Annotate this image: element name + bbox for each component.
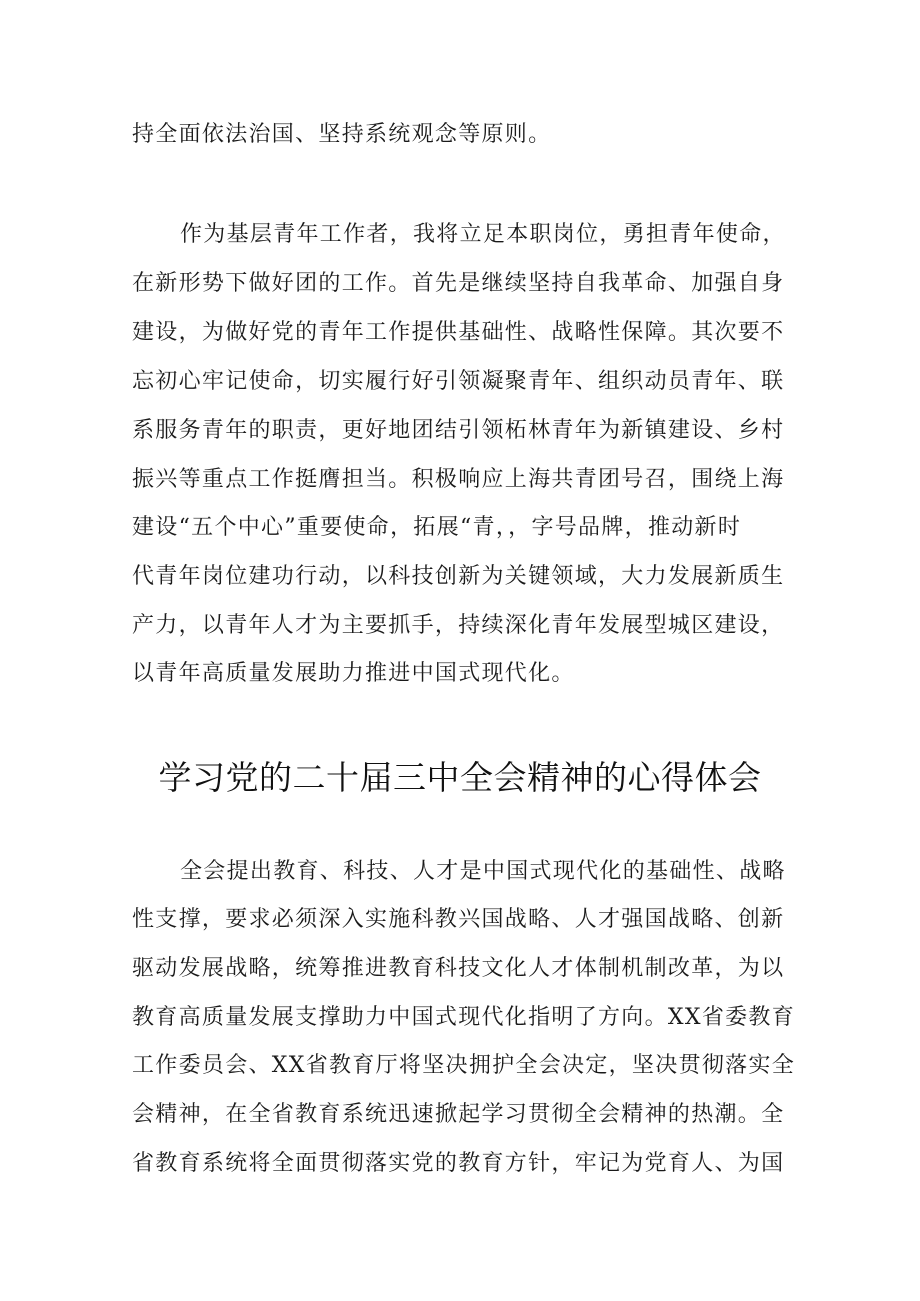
page-title: 学习党的二十届三中全会精神的心得体会 <box>158 758 762 797</box>
text-line: 系服务青年的职责，更好地团结引领柘林青年为新镇建设、乡村 <box>132 418 785 443</box>
text-line: 会精神，在全省教育系统迅速掀起学习贯彻全会精神的热潮。全 <box>132 1102 785 1127</box>
text-line: 工作委员会、XX省教育厅将坚决拥护全会决定，坚决贯彻落实全 <box>132 1053 796 1078</box>
text-line: 产力，以青年人才为主要抓手，持续深化青年发展型城区建设， <box>132 613 785 638</box>
text-line: 驱动发展战略，统筹推进教育科技文化人才体制机制改革，为以 <box>132 956 785 981</box>
text-line: 以青年高质量发展助力推进中国式现代化。 <box>132 661 575 686</box>
text-line: 建设，为做好党的青年工作提供基础性、战略性保障。其次要不 <box>132 320 785 345</box>
text-line: 省教育系统将全面贯彻落实党的教育方针，牢记为党育人、为国 <box>132 1151 785 1176</box>
text-line: 建设“五个中心”重要使命，拓展“青，，字号品牌，推动新时 <box>132 515 742 540</box>
text-line: 性支撑，要求必须深入实施科教兴国战略、人才强国战略、创新 <box>132 907 785 932</box>
text-line: 全会提出教育、科技、人才是中国式现代化的基础性、战略 <box>180 859 786 884</box>
text-line: 振兴等重点工作挺膺担当。积极响应上海共青团号召，围绕上海 <box>132 467 785 492</box>
text-line: 持全面依法治国、坚持系统观念等原则。 <box>132 122 552 147</box>
text-line: 作为基层青年工作者，我将立足本职岗位，勇担青年使命， <box>180 222 786 247</box>
text-line: 代青年岗位建功行动，以科技创新为关键领域，大力发展新质生 <box>132 564 785 589</box>
text-line: 忘初心牢记使命，切实履行好引领凝聚青年、组织动员青年、联 <box>132 369 785 394</box>
text-line: 在新形势下做好团的工作。首先是继续坚持自我革命、加强自身 <box>132 271 785 296</box>
text-line: 教育高质量发展支撑助力中国式现代化指明了方向。XX省委教育 <box>132 1005 796 1030</box>
